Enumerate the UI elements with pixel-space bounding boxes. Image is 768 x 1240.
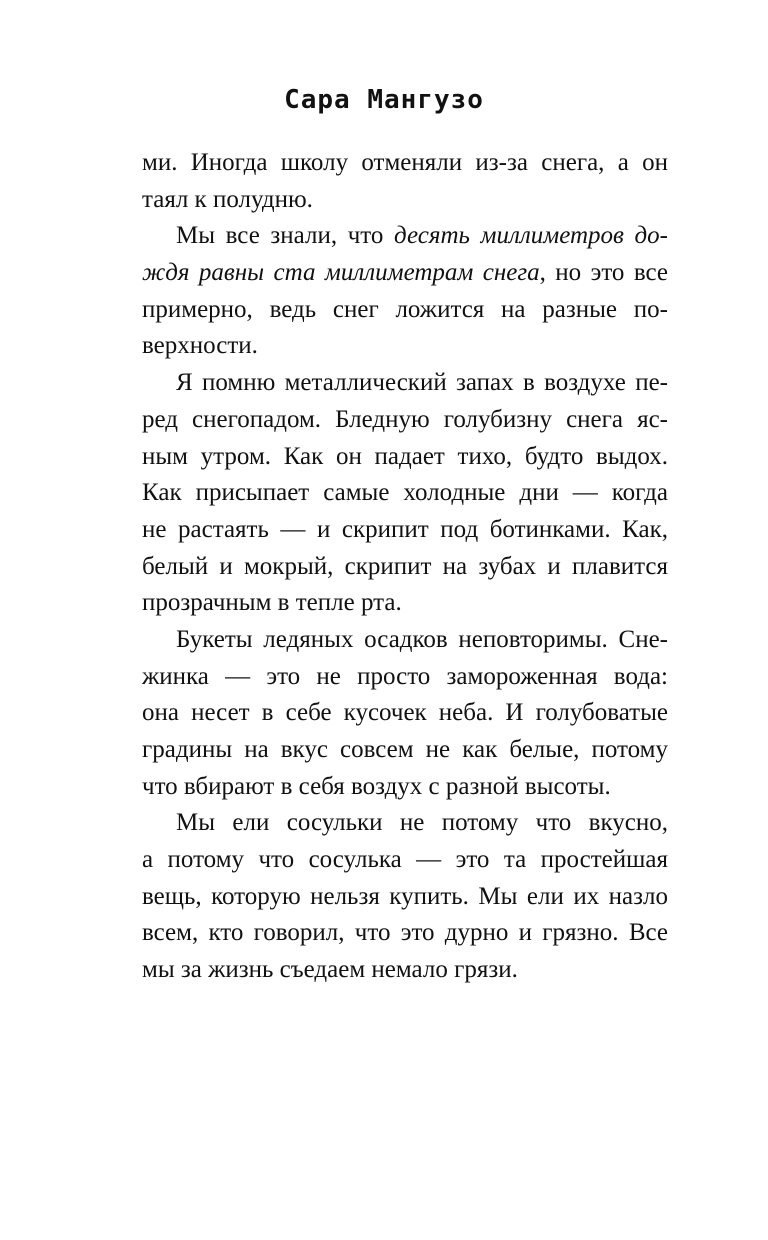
text-line: ми. Иногда школу отменяли из-за снега, а он bbox=[142, 149, 668, 176]
body-text bbox=[142, 145, 668, 989]
text-line: Мы ели сосульки не потому что вкусно, bbox=[176, 809, 668, 837]
text-line: что вбирают в себя воздух с разной высоты. bbox=[142, 772, 611, 800]
running-head-author: Сара Мангузо bbox=[284, 85, 484, 115]
text-line: жинка — это не просто замороженная вода: bbox=[142, 662, 668, 690]
text-line: Как присыпает самые холодные дни — когда bbox=[142, 479, 668, 507]
paragraph-5 bbox=[142, 805, 668, 988]
text-line: белый и мокрый, скрипит на зубах и плавится bbox=[142, 552, 668, 580]
text-line: таял к полудню. bbox=[142, 185, 313, 213]
text-line: Я помню металлический запах в воздухе пе- bbox=[176, 369, 668, 397]
text-line: примерно, ведь снег ложится на разные по- bbox=[142, 295, 668, 323]
text-line: всем, кто говорил, что это дурно и грязно. Все bbox=[142, 919, 668, 947]
paragraph-1 bbox=[142, 145, 668, 218]
paragraph-2 bbox=[142, 218, 668, 365]
text-line bbox=[142, 218, 668, 255]
italic-quote: ждя равны ста миллиметрам снега bbox=[142, 259, 540, 287]
text-line: мы за жизнь съедаем немало грязи. bbox=[142, 956, 518, 984]
italic-quote: десять миллиметров до- bbox=[394, 222, 668, 250]
text-line: Букеты ледяных осадков неповторимы. Сне- bbox=[176, 625, 668, 653]
text-line: не растаять — и скрипит под ботинками. Как, bbox=[142, 515, 668, 543]
text-line: ным утром. Как он падает тихо, будто выдох. bbox=[142, 442, 668, 470]
text-line: градины на вкус совсем не как белые, потому bbox=[142, 736, 668, 763]
text-line: а потому что сосулька — это та простейшая bbox=[142, 846, 668, 874]
text-line: вещь, которую нельзя купить. Мы ели их назло bbox=[142, 882, 668, 910]
paragraph-3 bbox=[142, 365, 668, 622]
text-line: прозрачным в тепле рта. bbox=[142, 589, 402, 617]
paragraph-4 bbox=[142, 622, 668, 805]
text-line: верхности. bbox=[142, 332, 258, 360]
text-line bbox=[142, 255, 668, 292]
text-line: ред снегопадом. Бледную голубизну снега яс- bbox=[142, 405, 668, 433]
text-run: Мы все знали, что bbox=[176, 222, 395, 250]
text-run: , но это все bbox=[539, 259, 668, 287]
text-line: она несет в себе кусочек неба. И голубоватые bbox=[142, 699, 668, 727]
